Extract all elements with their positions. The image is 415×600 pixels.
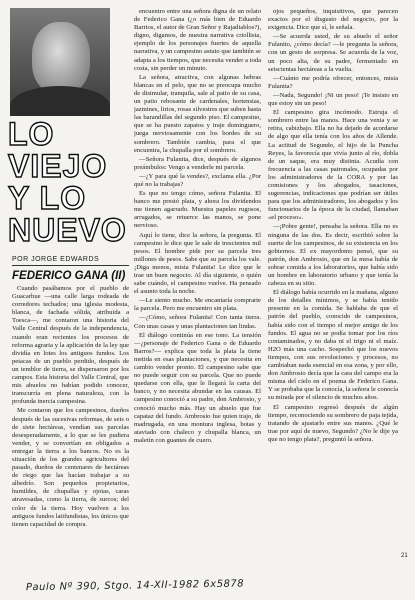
paragraph: —Nada, Segundo! ¡Ni un peso! ¡Te insisto en que estoy sin un peso! <box>268 91 398 108</box>
paragraph: —Señora Fulanita, dice, después de algunos preámbulos: Vengo a venderle mi parcela. <box>134 155 261 171</box>
paragraph: ojos pequeños, inquisitivos, que parecen exactos por el disgusto del negocio, por la exigencia. Dice que sí, le señala. <box>268 8 398 32</box>
paragraph: Cuando pasábamos por el pueblo de Guacarhue —una calle larga rodeada de corredores techados; una iglesia modesta, blanca, de fachada sólida, atribuida a Toesca—, me contaron una historia del Valle Central después de la independencia, cuando eran recientes los procesos de reforma agraria y la aplicación de la ley que dividía en lotes los antiguos fundos. Los petacas de un pueblo perdido, después de un temblor de tierra, se dispersaron por los campos. Esta historia del Valle Central, que mis abuelos no habían podido conocer, transcurría en plena naturaleza, con la profunda inercia campesina. <box>12 285 129 406</box>
paragraph: —Se acuerda usted, de su abuelo el señor Fulanito, ¿cómo decía? —le pregunta la señora, con un gesto de sorpresa. Se acuerda de la voz, un poco alta, de su padre, fermentado en seiscientas hectáreas a la vuelta. <box>268 33 398 73</box>
title-line-2: VIEJO <box>8 148 108 184</box>
paragraph: —¿Y para qué la vendes?, exclama ella. ¿Por qué no la trabajas? <box>134 172 261 188</box>
paragraph: La señora, atractiva, con algunas hebras blancas en el pelo, que no se preocupa mucho de disimular, tranquila, sale al patio de su casa, un patio rebosante de cardenales, hortensias, jazmines, lirios, rosas silvestres que suben hasta las barandillas del segundo piso. El campesino, que se ha puesto zapatos y traje dominguero, juega nerviosamente con los bordes de su sombrero. También cambia, para el que encuentra, la chupalla por el sombrero. <box>134 73 261 154</box>
paragraph: Es que no tengo cómo, señora Fulanita. El banco me prestó plata, y ahora los dividendos me tienen agarrado. Muestra papeles rugosos, arrugados, se retuerce las manos, se pone nervioso. <box>134 190 261 230</box>
paragraph: El campesino regresó después de algún tiempo, reconociendo su sombrero de paja tejida, tratando de ajustarlo entre sus manos. ¿Qué le trae por aquí de nuevo, Segundo? ¿No le dije ya que no tengo plata?, preguntó la señora. <box>268 403 398 443</box>
handwritten-citation: Paulo Nº 390, Stgo. 14-XII-1982 6x5878 <box>25 578 245 594</box>
author-portrait-photo <box>10 8 110 116</box>
portrait-shoulders <box>10 86 110 116</box>
paragraph: encuentro entre una señora digna de un relato de Federico Gana (¿o más bien de Eduardo Barrios, el autor de Gran Señor y Rajadiablos?), digno, digamos, de nuestra narrativa criollista, ejemplo de los personajes fuertes de aquella narrativa, y un campesino astuto que también se adapta a los tiempos, que necesita vender a toda costa, sin perder un minuto. <box>134 8 261 72</box>
author-byline: POR JORGE EDWARDS <box>12 256 100 263</box>
article-column-2 <box>134 8 261 571</box>
paragraph: —Cuánto me podría ofrecer, entonces, misia Fulanita? <box>268 74 398 90</box>
title-line-4: NUEVO <box>8 212 127 248</box>
article-column-1 <box>12 285 129 573</box>
paragraph: El diálogo continúa en ese tono. La tensión —¿personaje de Federico Gana o de Eduardo Barros?— explica que toda la plata la tiene metida en esas plantaciones, y que necesita en cambio vender pronto. El campesino sabe que no puede seguir con su parcela. Que no puede quedarse con ella, que le llegará la carta del banco, y no necesita abundar en las causas. El campesino conoció a su padre, don Ambrosio, y conoció mucho más. Hay un abuelo que fue capataz del fundo. Ambrosio fue quien trajo, de madrugada, en una montura inglesa, botas y ataviado con chaleco y chupalla blanca, un maletín con guantes de cuero. <box>134 331 261 444</box>
paragraph: —¡Pobre gente!, pensaba la señora. Ella no es ninguna de las dos. Es decir, escribió sobre la suerte de los campesinos, de su existencia en los gobiernos. El ex mayordomo pensó, que su patrón, don Ambrosio, que en la mesa había de sobrar comida a los laboratorios, que había sido un hombre en laboratorio urbano y que tenía la cabeza en su sitio. <box>268 223 398 288</box>
paragraph: —Le siento mucho. Me encantaría comprarte la parcela. Pero me encuentro sin plata. <box>134 297 261 313</box>
article-column-3 <box>268 8 398 571</box>
title-line-1: LO <box>8 116 55 152</box>
paragraph: El campesino gira incómodo. Estruja el sombrero entre las manos. Hace una venia y se retira, cabizbajo. Ella no ha dejado de acordarse de algo que ella tenía con los años de Allende. La actitud de Segundo, el hijo de la Puncha Reyes, la favorecía que vivía junto al río, dobla de un saque, era muy distinta. Acudía con frecuencia a las casas patronales, ocupadas por los administradores de la CORA y por las comisiones y los abogados, tasaciones, sugerencias, indicaciones que podrían ser útiles para que los administradores, los abogados y los funcionarios de la época de la ciudad, llamaban «el proceso». <box>268 109 398 222</box>
paragraph: Aquí lo tiene, dice la señora, la pregunta. El campesino le dice que le sale de trescientos mil pesos. El hombre pide por su parcela tres millones de pesos. Sabe que su parcela los vale. ¡Diga menos, misia Fulanita! Le dice que le trae un buen negocio. Al día siguiente, o quién sabe cuándo, el campesino vuelve. Ha pensado el asunto toda la noche. <box>134 231 261 296</box>
paragraph: El diálogo había ocurrido en la mañana, alguno de los detalles mínimos, y se había tenido presente en la comida. Se hablaba de que el patrón del pueblo, conocido de campesinos, había sido con el tiempo el mejor amigo de los fundos. El agua no se podía tomar por los ríos contaminados, y no daba ni el trigo ni el maíz. H2O más una cacho. Sospechó que los nuevos tiempos, con sus revoluciones y procesos, no cambiaban nada esencial en esa zona, y por ello, don Ambrosio decía que la cara del campo era la misma del cielo en el poema de Federico Gana. Y se probaba que la conocía, la señora le conocía su mirada por el silencio de muchos años. <box>268 289 398 402</box>
portrait-head <box>32 22 90 94</box>
paragraph: —¿Cómo, señora Fulanita! Con tanta tierra. Con unas casas y unas plantaciones tan lindas. <box>134 314 261 330</box>
divider <box>12 265 129 266</box>
paragraph: Me contaron que los campesinos, dueños después de las sucesivas reformas, de seis o de siete hectáreas, vendían sus parcelas desesperadamente, a lo que se les pudiera vender, y se convertían en obligados a entregar la tierra a los bancos. No es la situación de los grandes agricultores del pasado, dueños de centenares de hectáreas de riego que las hacían trabajar a su albedrío. Son pequeños propietarios, humildes, de chupallas y ojotas, caras atravesadas, como la tierra, de surcos; del color de la tierra. Hoy vuelven a los antiguos fundos latifundistas, los únicos que tienen capacidad de compra. <box>12 407 129 528</box>
title-line-3: Y LO <box>8 180 87 216</box>
page-number: 21 <box>401 553 408 559</box>
section-title: FEDERICO GANA (II) <box>12 270 126 282</box>
